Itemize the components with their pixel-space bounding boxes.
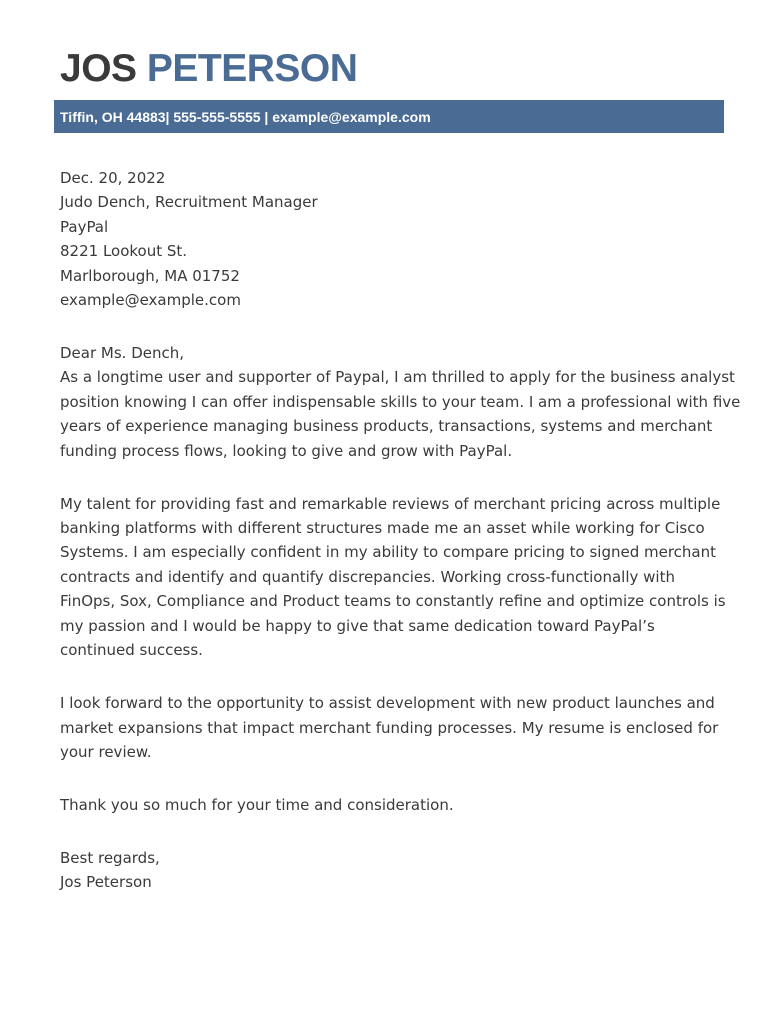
salutation: Dear Ms. Dench, [60,344,185,363]
paragraph-line: banking platforms with different structures made me an asset while working for Cisco [60,519,705,538]
paragraph-line: continued success. [60,641,203,660]
recipient-city: Marlborough, MA 01752 [60,266,240,285]
signature: Jos Peterson [60,873,152,892]
recipient-street: 8221 Lookout St. [60,242,188,261]
first-name: JOS [60,47,137,90]
paragraph-1 [60,365,741,463]
contact-bar [54,100,724,133]
paragraph-line: funding process flows, looking to give and grow with PayPal. [60,441,513,460]
sign-off [60,846,724,895]
paragraph-line: Thank you so much for your time and consideration. [60,795,454,814]
paragraph-line: My talent for providing fast and remarkable reviews of merchant pricing across multiple [60,494,721,513]
paragraph-line: contracts and identify and quantify discrepancies. Working cross-functionally with [60,567,675,586]
paragraph-line: Systems. I am especially confident in my ability to compare pricing to signed merchant [60,543,717,562]
recipient-address [60,190,724,312]
recipient-company: PayPal [60,217,109,236]
paragraph-line: my passion and I would be happy to give that same dedication toward PayPal’s [60,616,655,635]
recipient-email: example@example.com [60,291,241,310]
last-name: PETERSON [146,47,358,90]
paragraph-line: position knowing I can offer indispensable skills to your team. I am a professional with five [60,392,741,411]
paragraph-line: As a longtime user and supporter of Paypal, I am thrilled to apply for the business analyst [60,368,735,387]
paragraph-line: years of experience managing business products, transactions, systems and merchant [60,417,713,436]
contact-info: Tiffin, OH 44883| 555-555-5555 | example@example.com [60,108,431,125]
paragraph-2 [60,492,724,663]
paragraph-line: market expansions that impact merchant funding processes. My resume is enclosed for [60,718,719,737]
applicant-name [60,46,357,92]
recipient-name: Judo Dench, Recruitment Manager [60,193,318,212]
paragraph-line: your review. [60,742,152,761]
letter-date: Dec. 20, 2022 [60,169,166,187]
paragraph-3 [60,691,724,764]
paragraph-4 [60,793,724,817]
letter-body [60,166,741,895]
closing: Best regards, [60,848,160,867]
paragraph-line: I look forward to the opportunity to assist development with new product launches and [60,694,715,713]
paragraph-line: FinOps, Sox, Compliance and Product teams to constantly refine and optimize controls is [60,592,726,611]
